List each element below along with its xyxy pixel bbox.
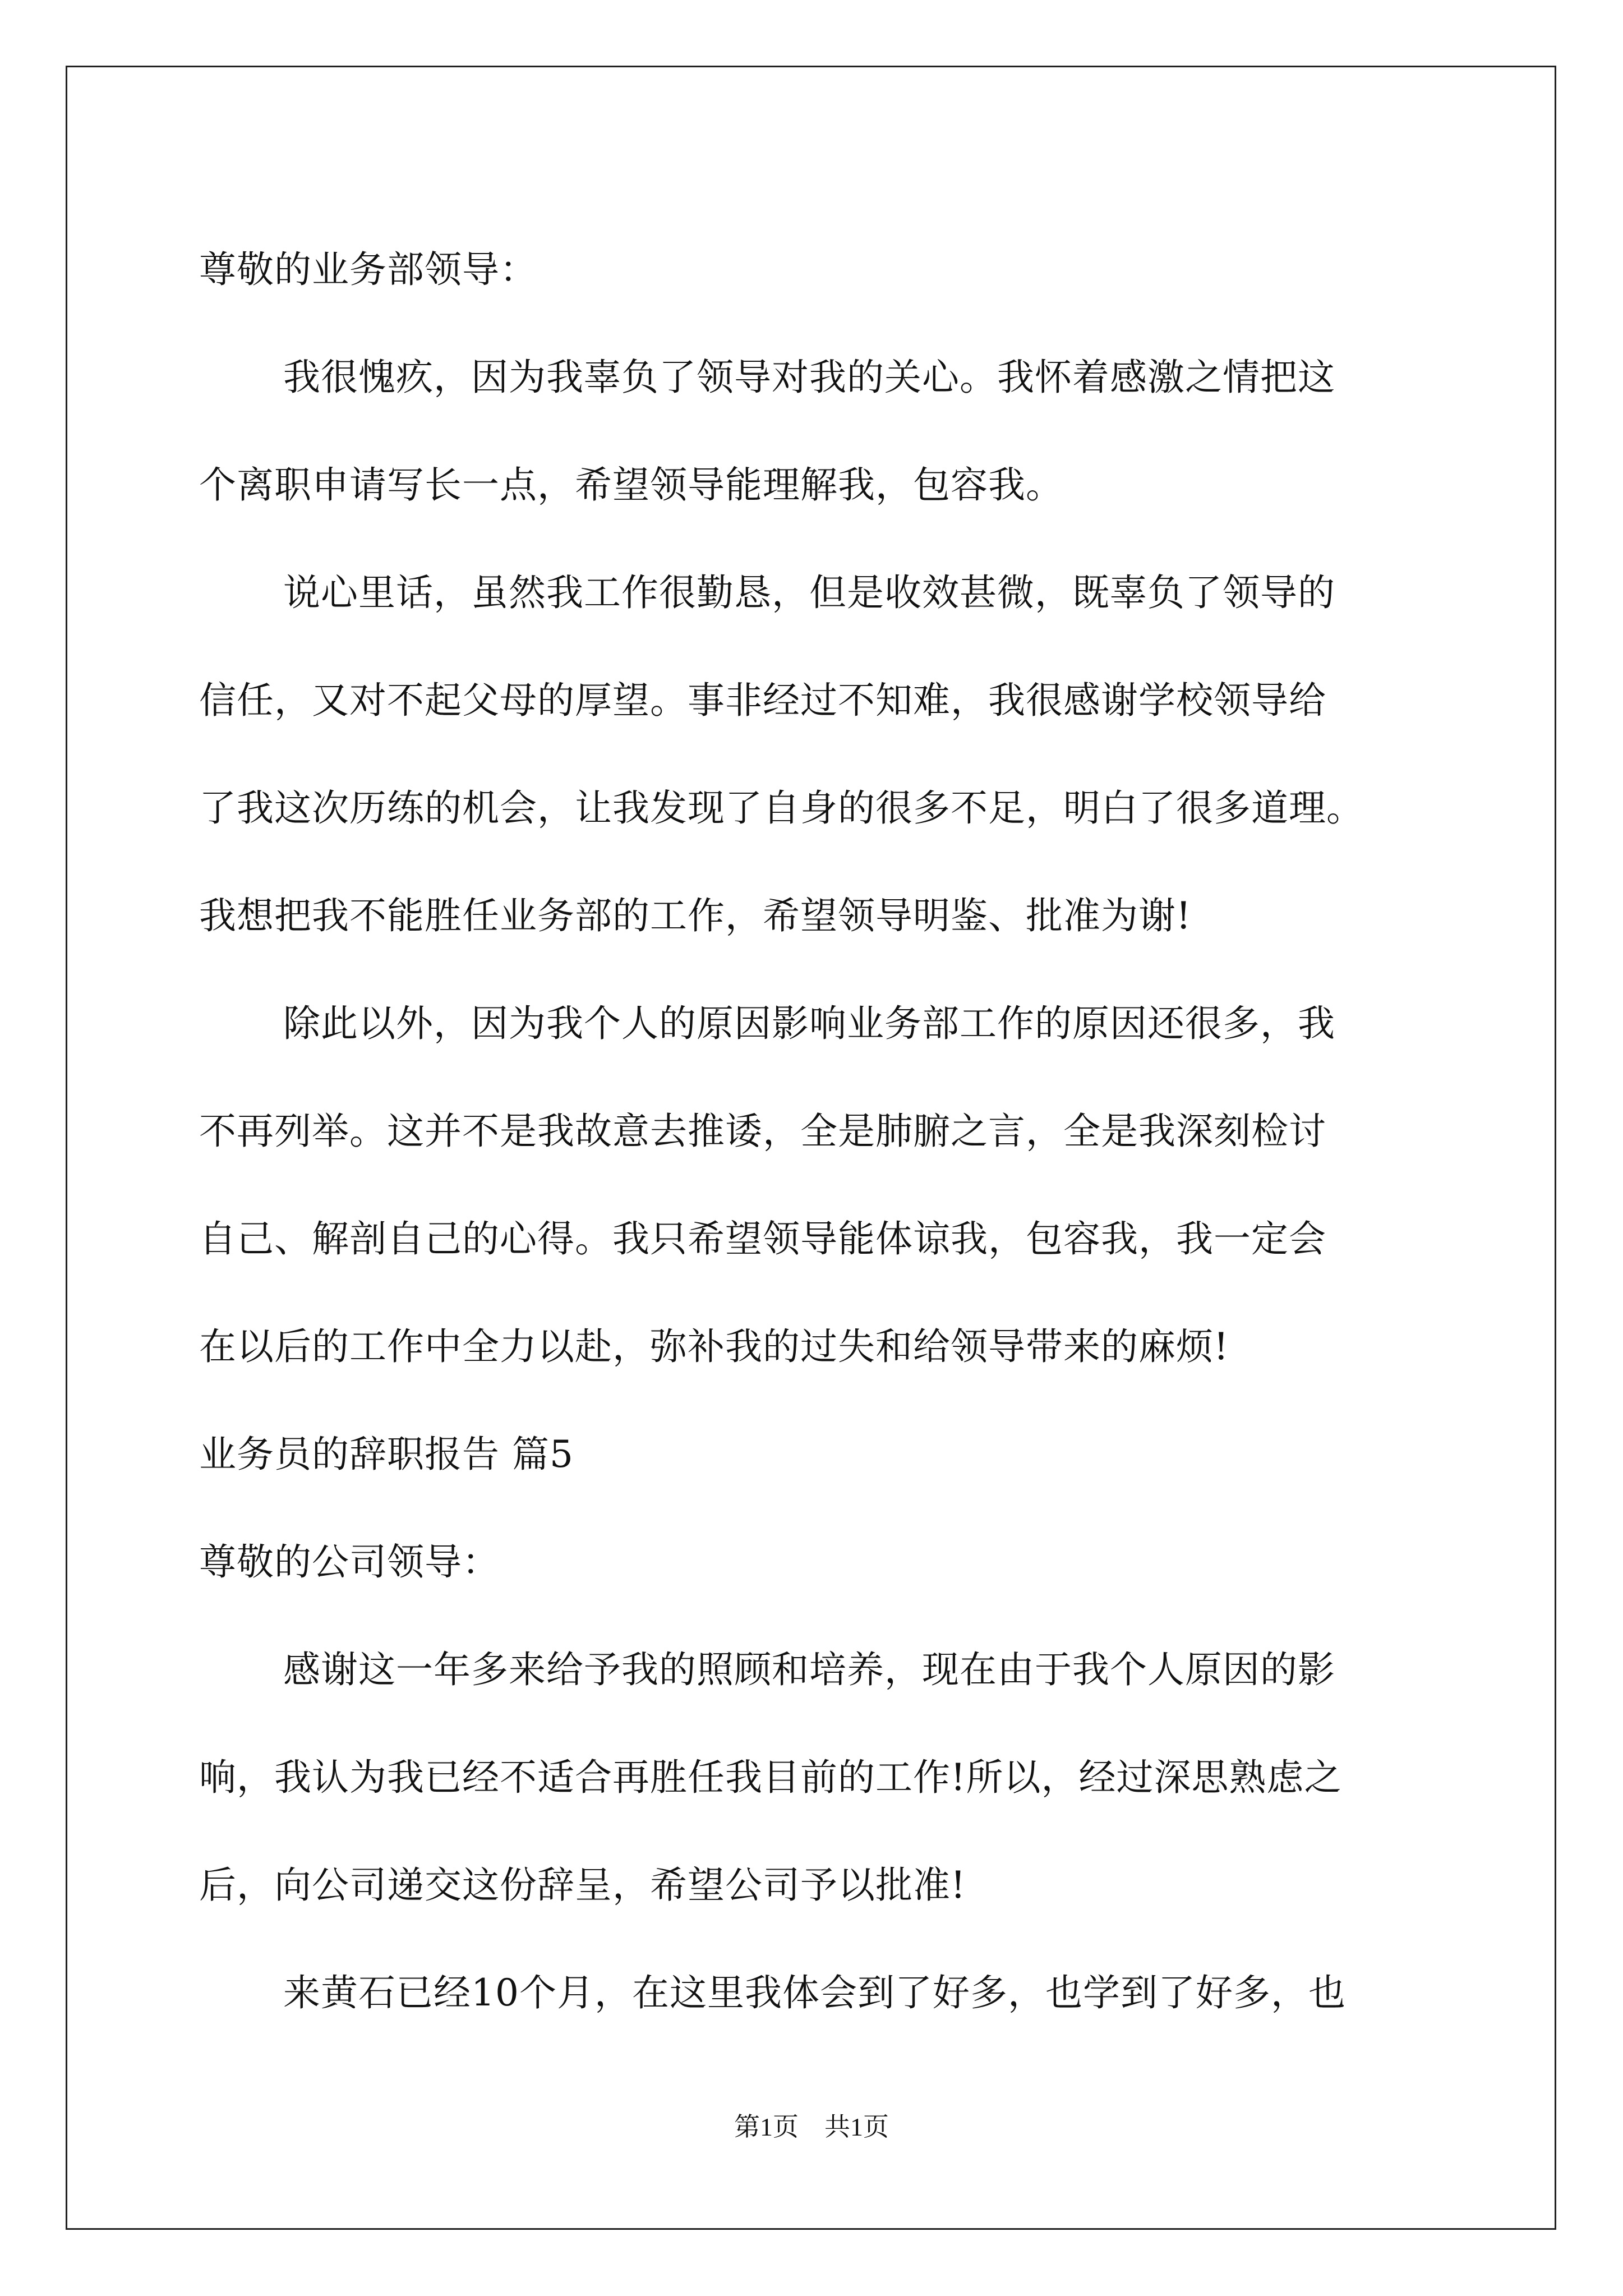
page-footer: 第1页 共1页: [734, 2113, 889, 2141]
section-heading: 业务员的辞职报告 篇5: [199, 1433, 574, 1476]
paragraph-line: 信任，又对不起父母的厚望。事非经过不知难，我很感谢学校领导给: [199, 679, 1326, 722]
paragraph-line: 不再列举。这并不是我故意去推诿，全是肺腑之言，全是我深刻检讨: [199, 1110, 1326, 1153]
paragraph-line: 响，我认为我已经不适合再胜任我目前的工作!所以，经过深思熟虑之: [199, 1756, 1342, 1799]
paragraph-line: 个离职申请写长一点，希望领导能理解我，包容我。: [199, 463, 1063, 507]
paragraph-line: 说心里话，虽然我工作很勤恳，但是收效甚微，既辜负了领导的: [283, 571, 1335, 614]
document-body: [199, 216, 1489, 2047]
paragraph-line: 来黄石已经10个月，在这里我体会到了好多，也学到了好多，也: [283, 1971, 1346, 2014]
paragraph-line: 除此以外，因为我个人的原因影响业务部工作的原因还很多，我: [283, 1002, 1335, 1045]
paragraph-line: 我很愧疚，因为我辜负了领导对我的关心。我怀着感激之情把这: [283, 356, 1335, 399]
paragraph-line: 感谢这一年多来给予我的照顾和培养，现在由于我个人原因的影: [283, 1648, 1335, 1691]
paragraph-line: 了我这次历练的机会，让我发现了自身的很多不足，明白了很多道理。: [199, 786, 1364, 830]
paragraph-line: 我想把我不能胜任业务部的工作，希望领导明鉴、批准为谢!: [199, 894, 1192, 937]
paragraph-line: 后，向公司递交这份辞呈，希望公司予以批准!: [199, 1864, 966, 1907]
paragraph-line: 自己、解剖自己的心得。我只希望领导能体谅我，包容我，我一定会: [199, 1217, 1326, 1260]
salutation-line: 尊敬的业务部领导：: [199, 248, 537, 291]
salutation-line: 尊敬的公司领导：: [199, 1540, 500, 1584]
paragraph-line: 在以后的工作中全力以赴，弥补我的过失和给领导带来的麻烦!: [199, 1325, 1229, 1368]
